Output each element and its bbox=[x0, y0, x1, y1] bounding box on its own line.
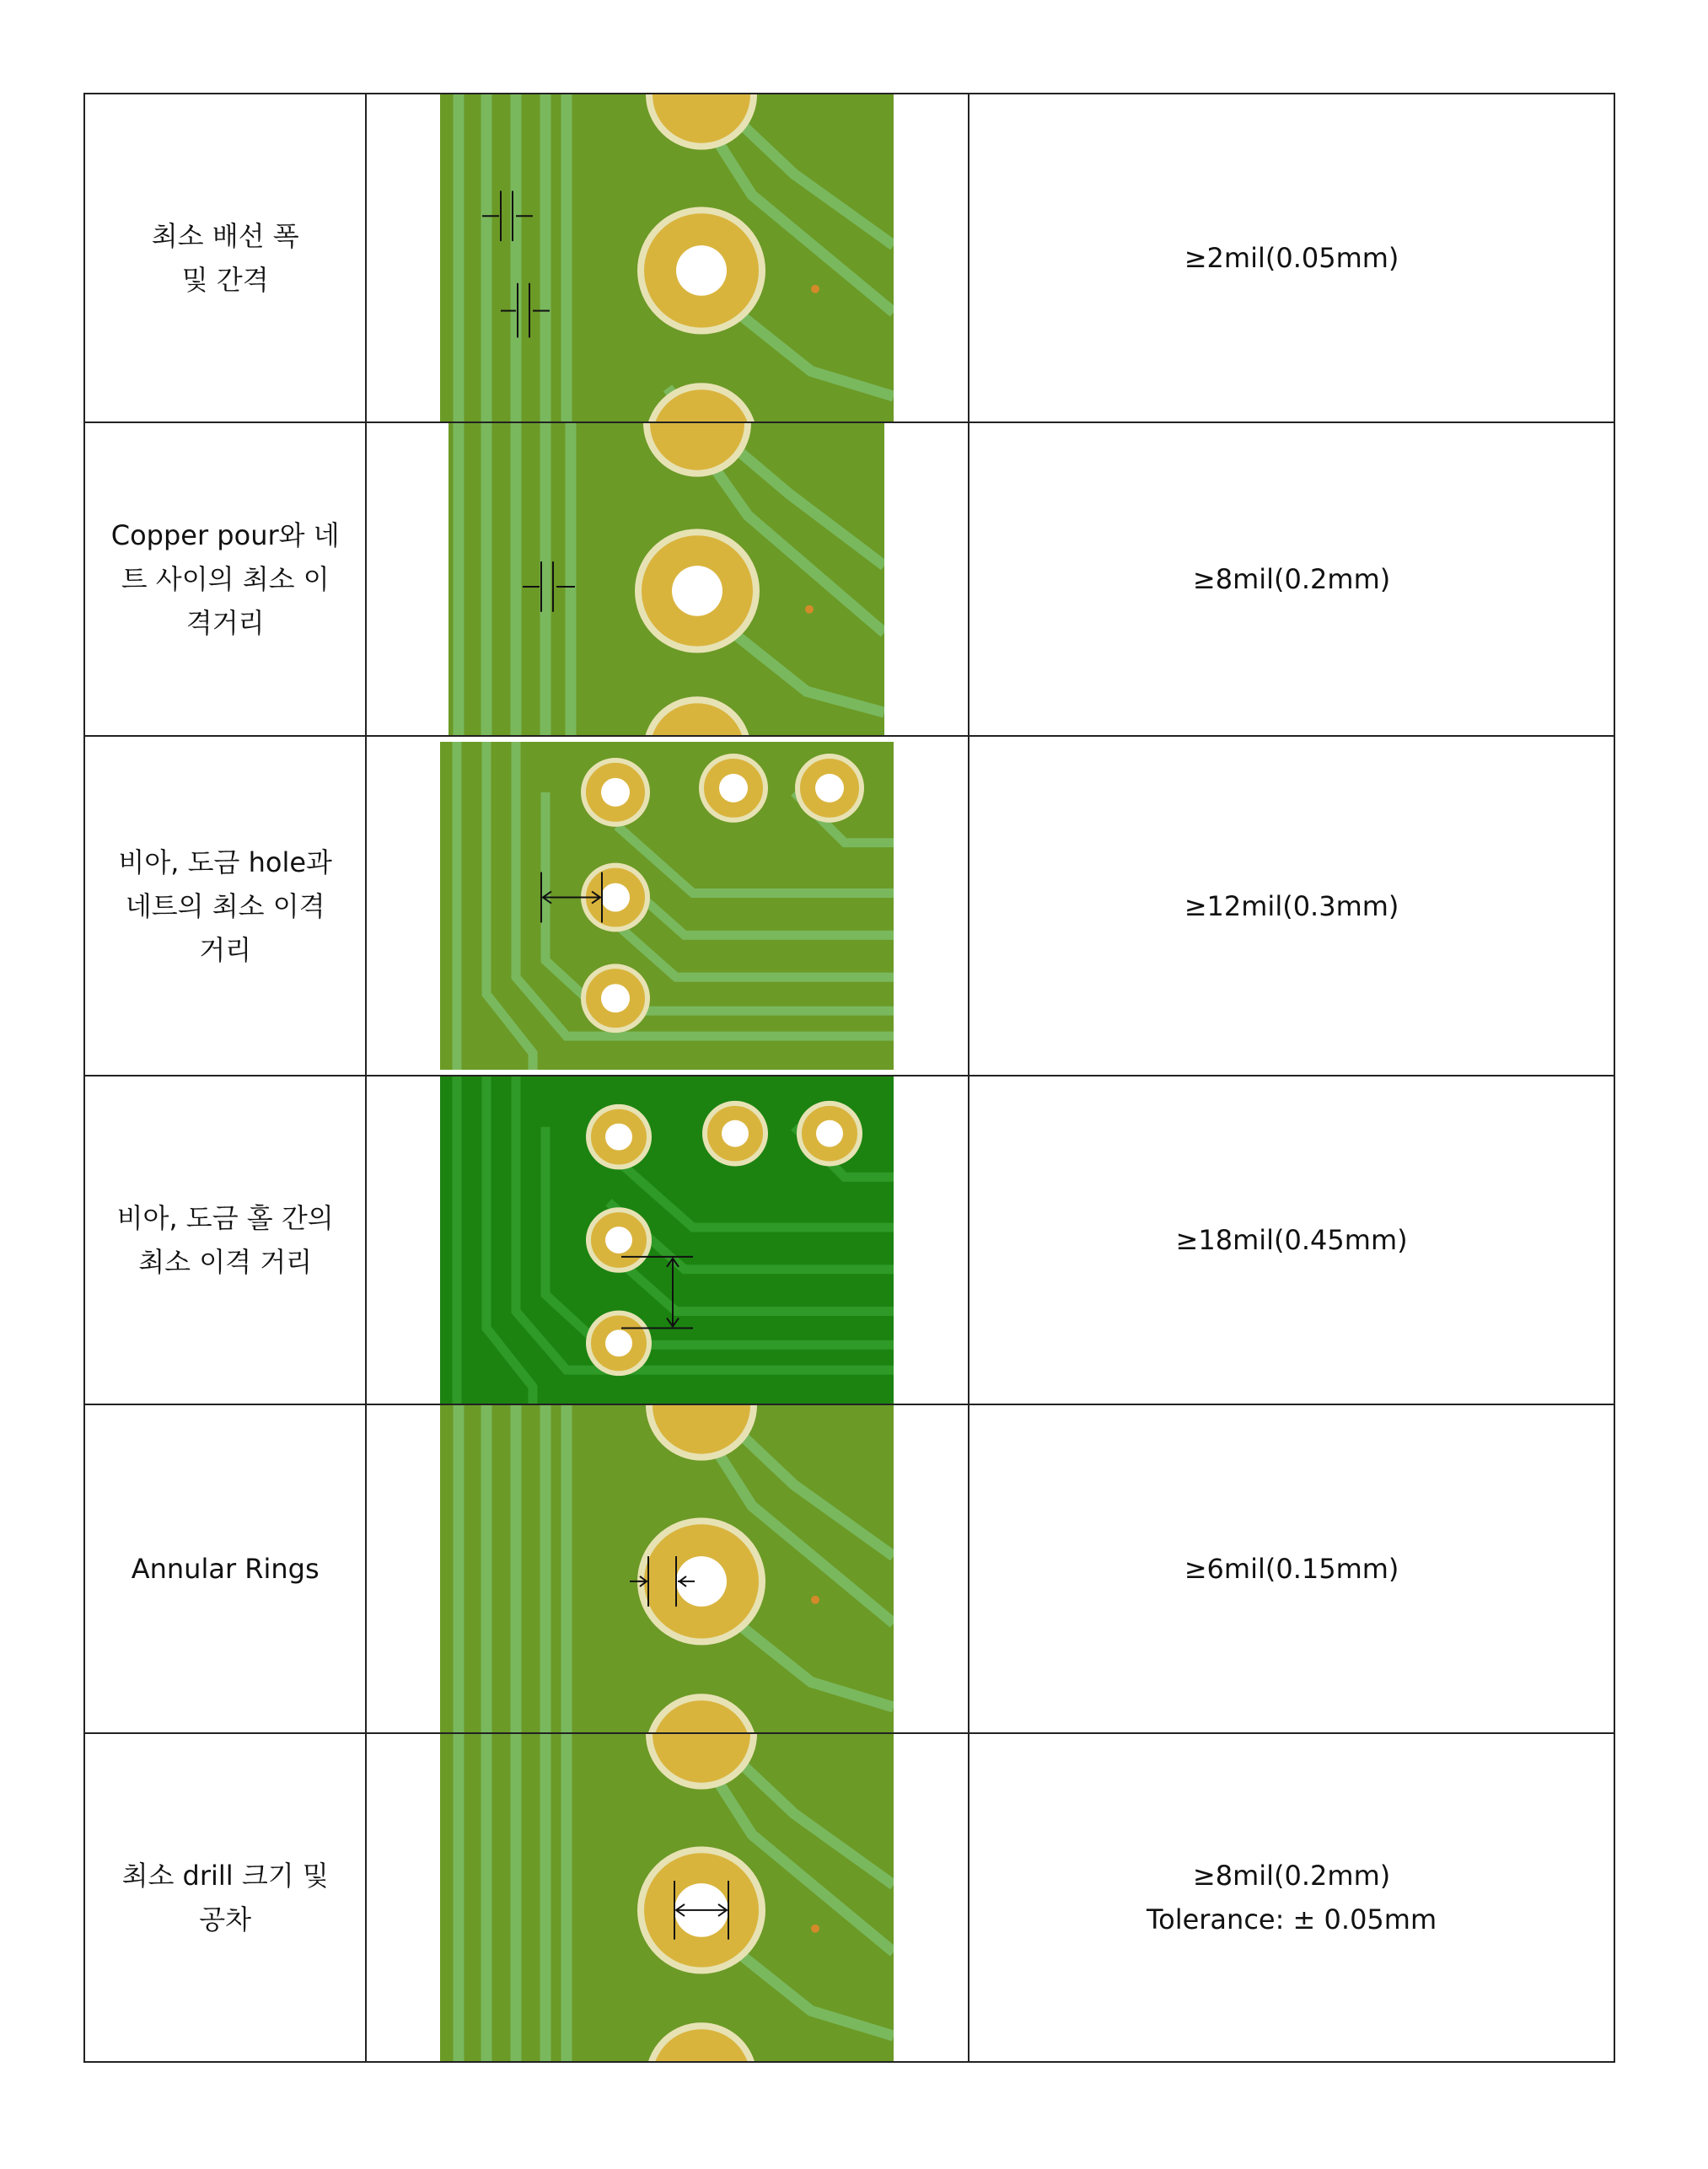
pcb-illustration-cell bbox=[366, 1076, 969, 1404]
pcb-illustration-cell bbox=[366, 1733, 969, 2062]
table-row bbox=[84, 422, 1614, 736]
spec-label bbox=[84, 736, 366, 1076]
spec-label: Annular Rings bbox=[84, 1404, 366, 1733]
spec-value: ≥18mil(0.45mm) bbox=[969, 1076, 1614, 1404]
pcb-illustration-cell bbox=[366, 94, 969, 422]
pcb-via-net-image bbox=[440, 742, 894, 1070]
pcb-annular-ring-image bbox=[440, 1405, 894, 1732]
spec-label bbox=[84, 422, 366, 736]
spec-label-line: 비아, 도금 hole과 bbox=[118, 846, 332, 878]
pcb-illustration-cell bbox=[366, 736, 969, 1076]
pcb-copper-pour-image bbox=[448, 423, 884, 735]
pcb-illustration-cell bbox=[366, 1404, 969, 1733]
pcb-trace-width-image bbox=[440, 94, 894, 421]
spec-label-line: 최소 배선 폭 bbox=[151, 220, 299, 252]
spec-label bbox=[84, 94, 366, 422]
spec-label-line: 최소 drill 크기 및 bbox=[121, 1860, 329, 1892]
pcb-spec-table bbox=[83, 93, 1615, 2063]
spec-label-line: 트 사이의 최소 이 bbox=[121, 563, 330, 595]
spec-tolerance-line: Tolerance: ± 0.05mm bbox=[1147, 1903, 1437, 1935]
spec-label-line: 비아, 도금 홀 간의 bbox=[116, 1202, 334, 1234]
spec-label-line: Copper pour와 네 bbox=[110, 519, 340, 551]
spec-label-line: 거리 bbox=[199, 933, 252, 966]
spec-label-line: 최소 이격 거리 bbox=[138, 1246, 313, 1278]
pcb-illustration-cell bbox=[366, 422, 969, 736]
spec-label-line: 격거리 bbox=[185, 607, 265, 639]
spec-value-line: ≥8mil(0.2mm) bbox=[1192, 1860, 1391, 1892]
spec-label-line: 공차 bbox=[199, 1903, 252, 1935]
table-row bbox=[84, 94, 1614, 422]
table-row bbox=[84, 736, 1614, 1076]
pcb-drill-size-image bbox=[440, 1734, 894, 2061]
spec-label-line: 및 간격 bbox=[181, 264, 269, 296]
spec-value: ≥8mil(0.2mm) bbox=[969, 422, 1614, 736]
table-row bbox=[84, 1404, 1614, 1733]
table-row bbox=[84, 1076, 1614, 1404]
spec-label bbox=[84, 1076, 366, 1404]
spec-value bbox=[969, 1733, 1614, 2062]
spec-value: ≥12mil(0.3mm) bbox=[969, 736, 1614, 1076]
table-row bbox=[84, 1733, 1614, 2062]
pcb-via-via-image bbox=[440, 1076, 894, 1404]
spec-value: ≥2mil(0.05mm) bbox=[969, 94, 1614, 422]
spec-label bbox=[84, 1733, 366, 2062]
spec-label-line: 네트의 최소 이격 bbox=[125, 889, 325, 922]
spec-value: ≥6mil(0.15mm) bbox=[969, 1404, 1614, 1733]
